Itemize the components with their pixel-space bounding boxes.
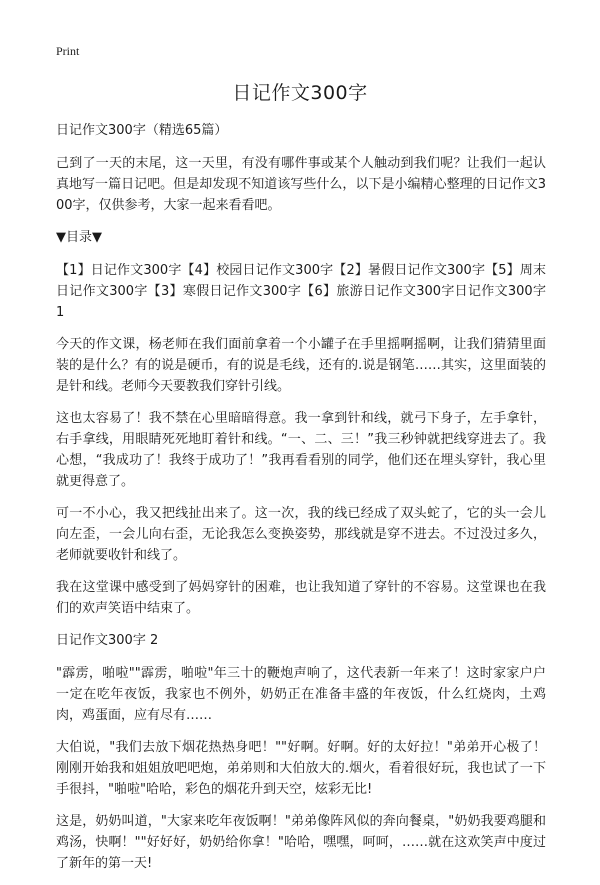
intro-paragraph: 己到了一天的末尾，这一天里，有没有哪件事或某个人触动到我们呢？让我们一起认真地写一篇日记吧。但是却发现不知道该写些什么，以下是小编精心整理的日记作文300字，仅供参考，大家一起来看看吧。 xyxy=(56,156,546,213)
body-paragraph: 这是，奶奶叫道，"大家来吃年夜饭啊！"弟弟像阵风似的奔向餐桌，"奶奶我要鸡腿和鸡汤，快啊！""好好好，奶奶给你拿！"哈哈，嘿嘿，呵呵，……就在这欢笑声中度过了新年的第一天! xyxy=(56,814,546,871)
toc-heading: ▼目录▼ xyxy=(56,230,102,245)
section-heading: 日记作文300字 2 xyxy=(56,633,159,648)
toc-links[interactable]: 【1】日记作文300字【4】校园日记作文300字【2】暑假日记作文300字【5】周末日记作文300字【3】寒假日记作文300字【6】旅游日记作文300字日记作文300字 1 xyxy=(56,263,546,320)
body-paragraph: 我在这堂课中感受到了妈妈穿针的困难，也让我知道了穿针的不容易。这堂课也在我们的欢声笑语中结束了。 xyxy=(56,580,546,616)
article-subtitle: 日记作文300字（精选65篇） xyxy=(56,123,228,138)
body-paragraph: 可一不小心，我又把线扯出来了。这一次，我的线已经成了双头蛇了，它的头一会儿向左歪，一会儿向右歪，无论我怎么变换姿势，那线就是穿不进去。不过没过多久，老师就要收针和线了。 xyxy=(56,506,546,563)
body-paragraph: 大伯说，"我们去放下烟花热热身吧！""好啊。好啊。好的太好拉！"弟弟开心极了！刚刚开始我和姐姐放吧吧炮，弟弟则和大伯放大的.烟火，看着很好玩，我也试了一下手很抖，"啪啦"哈哈，彩色的烟花升到天空，炫彩无比! xyxy=(56,740,546,797)
page-title: 日记作文300字 xyxy=(232,82,368,104)
article-body xyxy=(56,120,546,885)
body-paragraph: 这也太容易了！我不禁在心里暗暗得意。我一拿到针和线，就弓下身子，左手拿针，右手拿线，用眼睛死死地盯着针和线。“一、二、三！”我三秒钟就把线穿进去了。我心想，“我成功了！我终于成功了！”我再看看别的同学，他们还在埋头穿针，我心里就更得意了。 xyxy=(56,411,546,489)
body-paragraph: 今天的作文课，杨老师在我们面前拿着一个小罐子在手里摇啊摇啊，让我们猜猜里面装的是什么？有的说是硬币，有的说是毛线，还有的.说是钢笔……其实，这里面装的是针和线。老师今天要教我们穿针引线。 xyxy=(56,337,546,394)
body-paragraph: "霹雳，啪啦""霹雳，啪啦"年三十的鞭炮声响了，这代表新一年来了！这时家家户户一定在吃年夜饭，我家也不例外，奶奶正在准备丰盛的年夜饭，什么红烧肉，土鸡肉，鸡蛋面，应有尽有…… xyxy=(56,666,546,723)
print-link[interactable]: Print xyxy=(56,44,80,58)
